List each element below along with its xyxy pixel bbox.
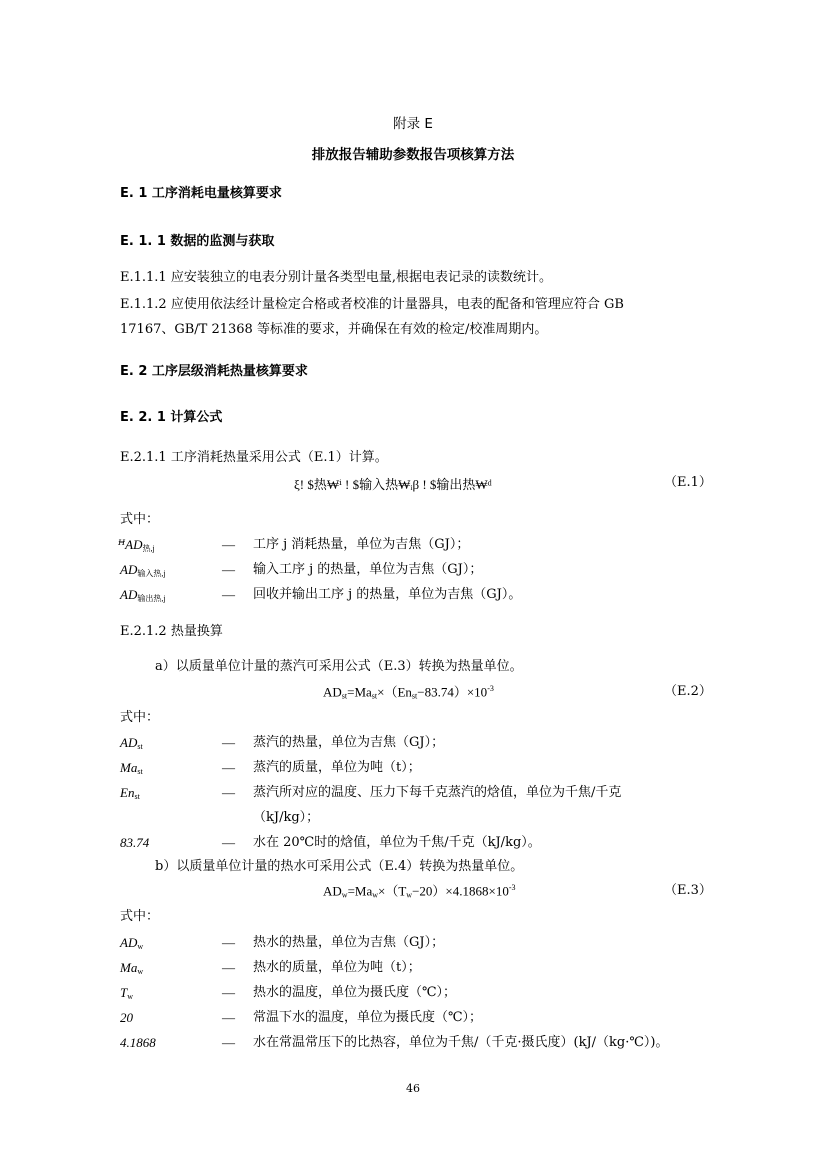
heading-e21: E. 2. 1 计算公式 — [120, 410, 223, 425]
def-symbol: $AD_{输入热,j}$ — [120, 562, 166, 578]
def-dash: — — [222, 537, 235, 552]
appendix-subtitle: 排放报告辅助参数报告项核算方法 — [311, 147, 515, 163]
appendix-title: 附录 E — [393, 116, 433, 132]
where-label-2: 式中： — [120, 710, 160, 725]
def-dash: — — [222, 562, 235, 577]
formula-e1-label: （E.1） — [664, 475, 712, 490]
def-desc: 回收并输出工序 j 的热量，单位为吉焦（GJ）。 — [253, 587, 522, 602]
def-desc: 常温下水的温度，单位为摄氏度（℃）； — [253, 1010, 483, 1025]
def-desc: 水在常温常压下的比热容，单位为千焦/（千克·摄氏度）(kJ/（kg·℃）)。 — [253, 1035, 669, 1050]
formula-e1: ξ! $热₩ⁱ ! $输入热₩ᵢβ ! $输出热₩ᵈ — [294, 477, 492, 492]
where-label-1: 式中： — [120, 512, 160, 527]
para-e212: E.2.1.2 热量换算 — [120, 624, 223, 639]
def-symbol: 20 — [120, 1010, 133, 1025]
def-dash: — — [222, 960, 235, 975]
item-a: a）以质量单位计量的蒸汽可采用公式（E.3）转换为热量单位。 — [155, 659, 523, 674]
item-b: b）以质量单位计量的热水可采用公式（E.4）转换为热量单位。 — [155, 859, 524, 874]
para-e211: E.2.1.1 工序消耗热量采用公式（E.1）计算。 — [120, 450, 388, 465]
formula-e2: $AD_{st}=Ma_{st}\times(En_{st}-83.74)\times 10^{-3}$ — [323, 684, 494, 701]
where-label-3: 式中： — [120, 909, 160, 924]
def-symbol: $Ma_{st}$ — [120, 760, 143, 776]
def-dash: — — [222, 760, 235, 775]
def-desc: 热水的温度，单位为摄氏度（℃）； — [253, 985, 457, 1000]
def-symbol: $En_{st}$ — [120, 785, 140, 801]
def-symbol: 4.1868 — [120, 1035, 156, 1050]
heading-e11: E. 1. 1 数据的监测与获取 — [120, 234, 275, 249]
def-dash: — — [222, 735, 235, 750]
def-dash: — — [222, 1035, 235, 1050]
def-dash: — — [222, 935, 235, 950]
page-number: 46 — [406, 1082, 420, 1095]
formula-e2-label: （E.2） — [664, 684, 712, 699]
def-symbol: $AD_{st}$ — [120, 735, 143, 751]
para-e112-line1: E.1.1.2 应使用依法经计量检定合格或者校准的计量器具，电表的配备和管理应符合 GB — [120, 297, 624, 312]
formula-e3: $AD_w=Ma_w\times(T_w-20)\times 4.1868\times 10^{-3}$ — [323, 883, 516, 900]
para-e112-line2: 17167、GB/T 21368 等标准的要求，并确保在有效的检定/校准周期内。 — [120, 322, 548, 337]
def-dash: — — [222, 985, 235, 1000]
def-dash: — — [222, 835, 235, 850]
def-desc: 输入工序 j 的热量，单位为吉焦（GJ）； — [253, 562, 483, 577]
def-desc: 蒸汽所对应的温度、压力下每千克蒸汽的焓值，单位为千焦/千克 — [253, 785, 622, 800]
def-symbol: 83.74 — [120, 835, 150, 850]
def-desc: 热水的热量，单位为吉焦（GJ）； — [253, 935, 445, 950]
formula-e3-label: （E.3） — [664, 883, 712, 898]
def-dash: — — [222, 587, 235, 602]
def-desc: 蒸汽的热量，单位为吉焦（GJ）； — [253, 735, 445, 750]
def-desc: 蒸汽的质量，单位为吨（t）； — [253, 760, 421, 775]
para-e111: E.1.1.1 应安装独立的电表分别计量各类型电量,根据电表记录的读数统计。 — [120, 270, 552, 285]
heading-e1: E. 1 工序消耗电量核算要求 — [120, 186, 282, 201]
def-symbol: ꟸAD$_{热,j}$ — [118, 537, 155, 553]
def-symbol: $AD_{输出热,j}$ — [120, 587, 166, 603]
def-symbol: $AD_w$ — [120, 935, 144, 951]
def-desc: 水在 20℃时的焓值，单位为千焦/千克（kJ/kg）。 — [253, 835, 541, 850]
def-symbol: $T_w$ — [120, 985, 134, 1001]
def-symbol: $Ma_w$ — [120, 960, 144, 976]
def-dash: — — [222, 1010, 235, 1025]
def-desc: 工序 j 消耗热量，单位为吉焦（GJ）； — [253, 537, 470, 552]
def-desc: 热水的质量，单位为吨（t）； — [253, 960, 421, 975]
def-desc-cont: （kJ/kg）； — [253, 810, 320, 825]
heading-e2: E. 2 工序层级消耗热量核算要求 — [120, 364, 308, 379]
def-dash: — — [222, 785, 235, 800]
